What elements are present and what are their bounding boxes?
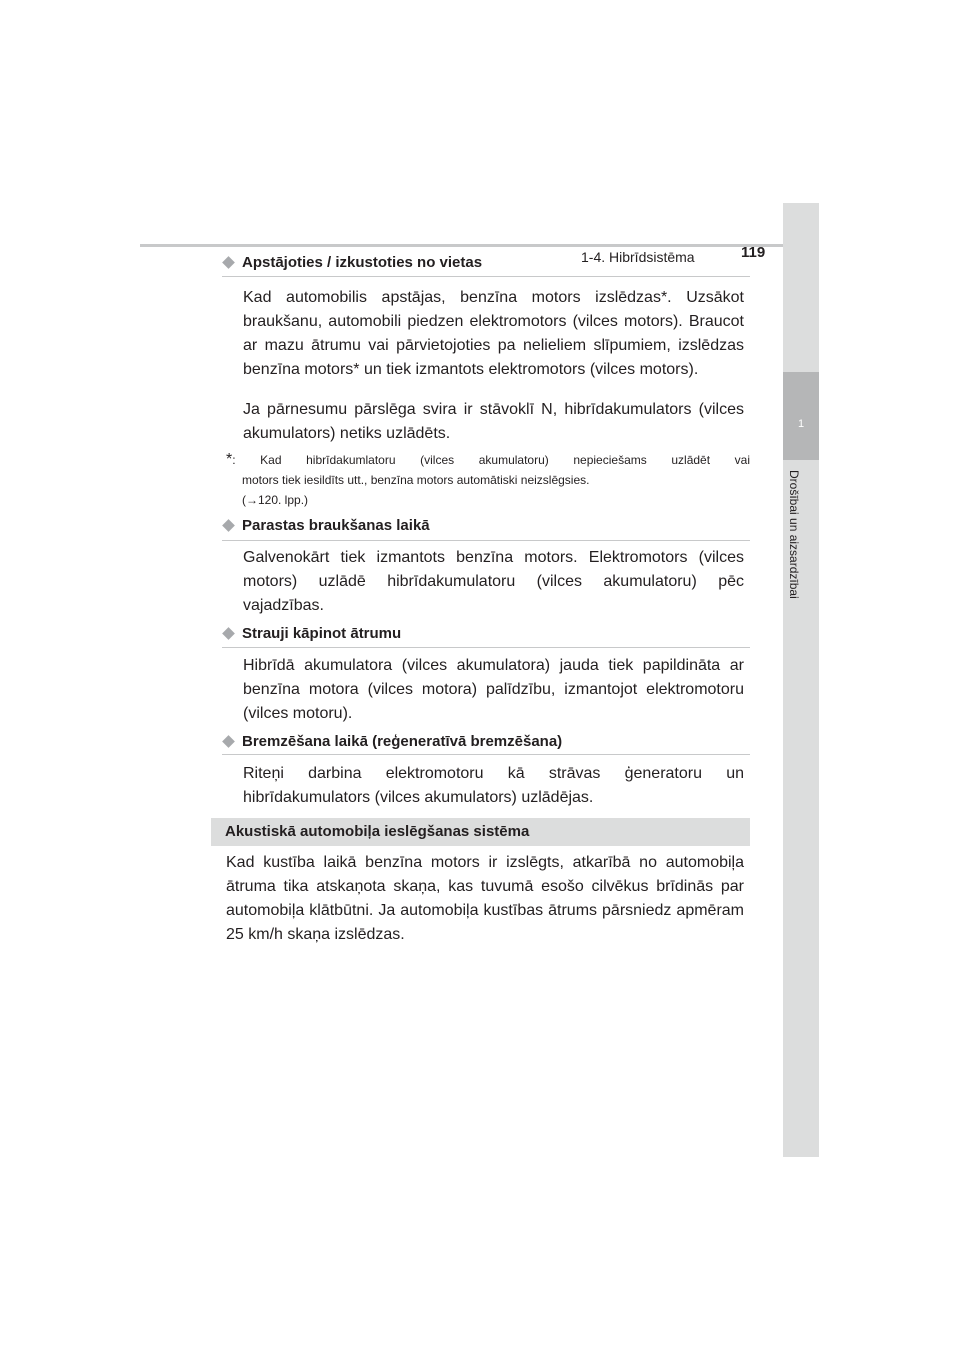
subsection-heading-text: Parastas braukšanas laikā: [242, 517, 430, 534]
diamond-bullet-icon: [222, 627, 235, 640]
side-tab-bar: [783, 203, 819, 1157]
paragraph: Hibrīdā akumulatora (vilces akumulatora) jauda tiek papildināta ar benzīna motora (vilces motora) palīdzību, izmantojot elektromotoru (vilces motoru).: [243, 657, 744, 722]
paragraph: Kad kustība laikā benzīna motors ir izslēgts, atkarībā no automobiļa ātruma tika atskaņota skaņa, kas tuvumā esošo cilvēkus brīdinās par automobiļa klātbūtni. Ja automobiļa kustības ātrums pārsniedz apmēram 25 km/h skaņa izslēdzas.: [226, 854, 744, 943]
subsection-heading-text: Bremzēšana laikā (reģeneratīvā bremzēšana): [242, 733, 563, 750]
diamond-bullet-icon: [222, 256, 235, 269]
footnote-text: : Kad hibrīdakumlatoru (vilces akumulatoru) nepieciešams uzlādēt vai: [232, 453, 750, 467]
subsection-heading: [222, 733, 562, 750]
subsection-rule: [222, 754, 750, 755]
footnote-marker: *: [226, 451, 233, 468]
diamond-bullet-icon: [222, 519, 235, 532]
side-tab-marker: [783, 372, 819, 460]
paragraph: Ja pārnesumu pārslēga svira ir stāvoklī N, hibrīdakumulators (vilces akumulators) netiks uzlādēts.: [243, 401, 744, 442]
paragraph: Kad automobilis apstājas, benzīna motors izslēdzas*. Uzsākot braukšanu, automobili piedzen elektromotors (vilces motors). Braucot ar mazu ātrumu vai pārvietojoties pa nelieliem slīpumiem, izslēdzas benzīna motors* un tiek izmantots elektromotors (vilces motors).: [243, 289, 744, 378]
subsection-heading: [222, 625, 401, 642]
paragraph: Galvenokārt tiek izmantots benzīna motors. Elektromotors (vilces motors) uzlādē hibrīdakumulatoru (vilces akumulatoru) pēc vajadzības.: [243, 549, 744, 614]
chapter-title: Drošībai un aizsardzībai: [787, 470, 801, 599]
footnote: [226, 450, 750, 510]
diamond-bullet-icon: [222, 735, 235, 748]
footnote-line: motors tiek iesildīts utt., benzīna motors automātiski neizslēgsies.: [242, 473, 590, 487]
paragraph: Riteņi darbina elektromotoru kā strāvas ģeneratoru un hibrīdakumulators (vilces akumulators) uzlādējas.: [243, 765, 744, 806]
chapter-number: 1: [797, 418, 805, 430]
page-number: 119: [741, 244, 766, 261]
section-label: 1-4. Hibrīdsistēma: [581, 249, 695, 265]
subsection-rule: [222, 540, 750, 541]
subsection-heading: [222, 517, 430, 534]
section-title-box: Akustiskā automobiļa ieslēgšanas sistēma: [211, 818, 750, 846]
footnote-line: [226, 450, 750, 470]
subsection-heading-text: Strauji kāpinot ātrumu: [242, 625, 402, 642]
header-rule: [140, 244, 819, 247]
subsection-heading-text: Apstājoties / izkustoties no vietas: [242, 254, 483, 271]
subsection-rule: [222, 647, 750, 648]
footnote-reference: (→120. lpp.): [242, 493, 309, 507]
subsection-rule: [222, 276, 750, 277]
subsection-heading: [222, 254, 482, 271]
